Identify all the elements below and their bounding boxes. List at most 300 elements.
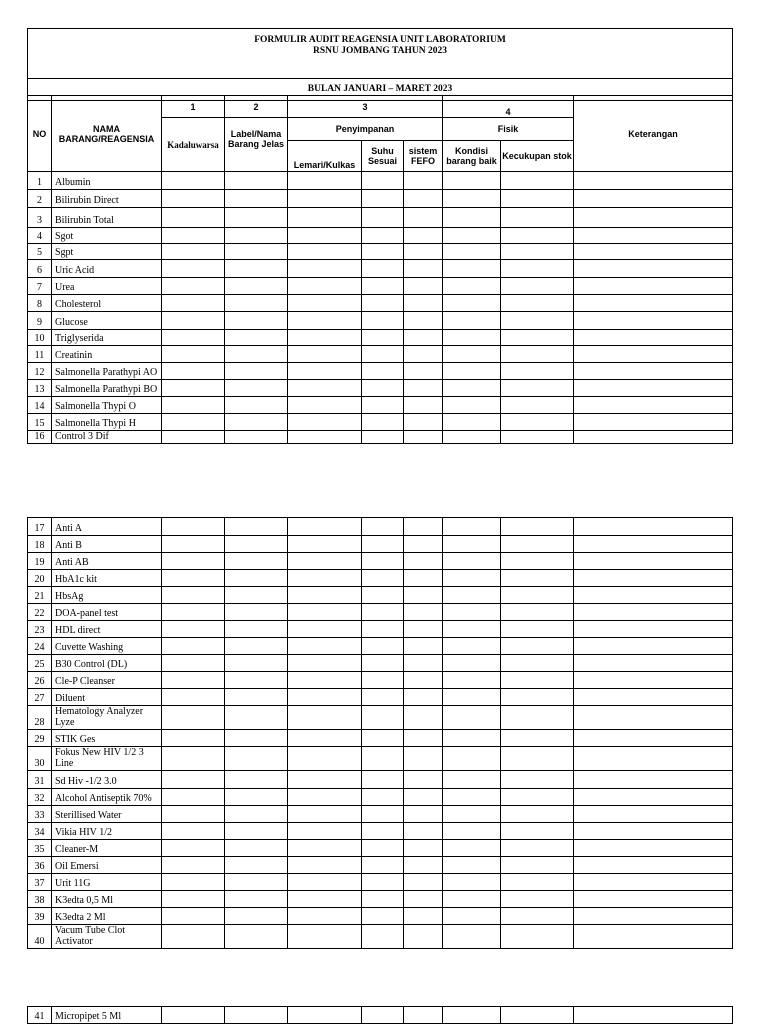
cell-kondisi[interactable] [443,874,501,891]
cell-lemari[interactable] [288,730,362,747]
cell-kondisi[interactable] [443,789,501,806]
cell-lemari[interactable] [288,857,362,874]
cell-kadaluwarsa[interactable] [162,397,225,414]
cell-suhu[interactable] [362,689,404,706]
cell-suhu[interactable] [362,706,404,730]
cell-lemari[interactable] [288,621,362,638]
cell-fefo[interactable] [404,431,443,444]
cell-suhu[interactable] [362,587,404,604]
cell-kondisi[interactable] [443,604,501,621]
cell-kecukupan[interactable] [501,172,574,190]
cell-label[interactable] [225,363,288,380]
cell-lemari[interactable] [288,363,362,380]
cell-label[interactable] [225,771,288,789]
cell-fefo[interactable] [404,857,443,874]
cell-kadaluwarsa[interactable] [162,908,225,925]
cell-label[interactable] [225,789,288,806]
cell-fefo[interactable] [404,874,443,891]
cell-kadaluwarsa[interactable] [162,655,225,672]
cell-keterangan[interactable] [574,908,733,925]
cell-kondisi[interactable] [443,346,501,363]
cell-label[interactable] [225,172,288,190]
cell-kadaluwarsa[interactable] [162,228,225,244]
cell-keterangan[interactable] [574,397,733,414]
cell-suhu[interactable] [362,414,404,431]
cell-fefo[interactable] [404,747,443,771]
cell-kecukupan[interactable] [501,518,574,536]
cell-lemari[interactable] [288,414,362,431]
cell-keterangan[interactable] [574,295,733,312]
cell-fefo[interactable] [404,312,443,330]
cell-kadaluwarsa[interactable] [162,621,225,638]
cell-label[interactable] [225,244,288,260]
cell-kadaluwarsa[interactable] [162,363,225,380]
cell-kondisi[interactable] [443,672,501,689]
cell-kadaluwarsa[interactable] [162,771,225,789]
cell-kondisi[interactable] [443,689,501,706]
cell-lemari[interactable] [288,638,362,655]
cell-label[interactable] [225,190,288,208]
cell-keterangan[interactable] [574,587,733,604]
cell-keterangan[interactable] [574,638,733,655]
cell-fefo[interactable] [404,190,443,208]
cell-suhu[interactable] [362,553,404,570]
cell-kadaluwarsa[interactable] [162,730,225,747]
cell-suhu[interactable] [362,260,404,278]
cell-kecukupan[interactable] [501,771,574,789]
cell-keterangan[interactable] [574,672,733,689]
cell-label[interactable] [225,621,288,638]
cell-fefo[interactable] [404,789,443,806]
cell-kecukupan[interactable] [501,621,574,638]
cell-suhu[interactable] [362,621,404,638]
cell-suhu[interactable] [362,823,404,840]
cell-label[interactable] [225,672,288,689]
cell-label[interactable] [225,536,288,553]
cell-suhu[interactable] [362,295,404,312]
cell-kecukupan[interactable] [501,312,574,330]
cell-fefo[interactable] [404,414,443,431]
cell-kadaluwarsa[interactable] [162,553,225,570]
cell-keterangan[interactable] [574,874,733,891]
cell-kondisi[interactable] [443,397,501,414]
cell-kondisi[interactable] [443,706,501,730]
cell-keterangan[interactable] [574,431,733,444]
cell-kecukupan[interactable] [501,823,574,840]
cell-lemari[interactable] [288,771,362,789]
cell-label[interactable] [225,553,288,570]
cell-kondisi[interactable] [443,414,501,431]
cell-keterangan[interactable] [574,190,733,208]
cell-fefo[interactable] [404,706,443,730]
cell-fefo[interactable] [404,689,443,706]
cell-kondisi[interactable] [443,295,501,312]
cell-fefo[interactable] [404,587,443,604]
cell-kondisi[interactable] [443,655,501,672]
cell-fefo[interactable] [404,228,443,244]
cell-kadaluwarsa[interactable] [162,518,225,536]
cell-kecukupan[interactable] [501,397,574,414]
cell-suhu[interactable] [362,190,404,208]
cell-kadaluwarsa[interactable] [162,747,225,771]
cell-suhu[interactable] [362,228,404,244]
cell-keterangan[interactable] [574,771,733,789]
cell-keterangan[interactable] [574,806,733,823]
cell-lemari[interactable] [288,874,362,891]
cell-lemari[interactable] [288,172,362,190]
cell-lemari[interactable] [288,672,362,689]
cell-kadaluwarsa[interactable] [162,295,225,312]
cell-kondisi[interactable] [443,587,501,604]
cell-suhu[interactable] [362,874,404,891]
cell-keterangan[interactable] [574,655,733,672]
cell-kadaluwarsa[interactable] [162,891,225,908]
cell-label[interactable] [225,638,288,655]
cell-kondisi[interactable] [443,330,501,346]
cell-suhu[interactable] [362,346,404,363]
cell-keterangan[interactable] [574,414,733,431]
cell-kadaluwarsa[interactable] [162,380,225,397]
cell-keterangan[interactable] [574,380,733,397]
cell-fefo[interactable] [404,1007,443,1024]
cell-fefo[interactable] [404,891,443,908]
cell-kadaluwarsa[interactable] [162,925,225,949]
cell-label[interactable] [225,397,288,414]
cell-suhu[interactable] [362,771,404,789]
cell-kecukupan[interactable] [501,363,574,380]
cell-kecukupan[interactable] [501,706,574,730]
cell-lemari[interactable] [288,553,362,570]
cell-suhu[interactable] [362,891,404,908]
cell-fefo[interactable] [404,208,443,228]
cell-kondisi[interactable] [443,823,501,840]
cell-kecukupan[interactable] [501,638,574,655]
cell-lemari[interactable] [288,244,362,260]
cell-fefo[interactable] [404,570,443,587]
cell-label[interactable] [225,312,288,330]
cell-kecukupan[interactable] [501,1007,574,1024]
cell-lemari[interactable] [288,706,362,730]
cell-label[interactable] [225,228,288,244]
cell-kadaluwarsa[interactable] [162,312,225,330]
cell-keterangan[interactable] [574,789,733,806]
cell-kecukupan[interactable] [501,789,574,806]
cell-fefo[interactable] [404,330,443,346]
cell-kondisi[interactable] [443,518,501,536]
cell-suhu[interactable] [362,840,404,857]
cell-kecukupan[interactable] [501,604,574,621]
cell-fefo[interactable] [404,840,443,857]
cell-keterangan[interactable] [574,604,733,621]
cell-kecukupan[interactable] [501,208,574,228]
cell-suhu[interactable] [362,518,404,536]
cell-kondisi[interactable] [443,190,501,208]
cell-suhu[interactable] [362,655,404,672]
cell-suhu[interactable] [362,604,404,621]
cell-kecukupan[interactable] [501,260,574,278]
cell-kecukupan[interactable] [501,244,574,260]
cell-keterangan[interactable] [574,689,733,706]
cell-kondisi[interactable] [443,771,501,789]
cell-kecukupan[interactable] [501,908,574,925]
cell-lemari[interactable] [288,655,362,672]
cell-lemari[interactable] [288,891,362,908]
cell-lemari[interactable] [288,925,362,949]
cell-kecukupan[interactable] [501,672,574,689]
cell-fefo[interactable] [404,604,443,621]
cell-fefo[interactable] [404,346,443,363]
cell-keterangan[interactable] [574,553,733,570]
cell-keterangan[interactable] [574,330,733,346]
cell-kecukupan[interactable] [501,925,574,949]
cell-suhu[interactable] [362,244,404,260]
cell-kecukupan[interactable] [501,857,574,874]
cell-keterangan[interactable] [574,570,733,587]
cell-label[interactable] [225,730,288,747]
cell-kondisi[interactable] [443,172,501,190]
cell-kondisi[interactable] [443,908,501,925]
cell-lemari[interactable] [288,1007,362,1024]
cell-kecukupan[interactable] [501,228,574,244]
cell-kondisi[interactable] [443,208,501,228]
cell-kadaluwarsa[interactable] [162,1007,225,1024]
cell-kondisi[interactable] [443,380,501,397]
cell-kadaluwarsa[interactable] [162,330,225,346]
cell-kondisi[interactable] [443,925,501,949]
cell-label[interactable] [225,823,288,840]
cell-kecukupan[interactable] [501,380,574,397]
cell-kecukupan[interactable] [501,806,574,823]
cell-kadaluwarsa[interactable] [162,874,225,891]
cell-keterangan[interactable] [574,730,733,747]
cell-fefo[interactable] [404,823,443,840]
cell-lemari[interactable] [288,570,362,587]
cell-kecukupan[interactable] [501,747,574,771]
cell-fefo[interactable] [404,553,443,570]
cell-label[interactable] [225,330,288,346]
cell-suhu[interactable] [362,672,404,689]
cell-kondisi[interactable] [443,312,501,330]
cell-keterangan[interactable] [574,857,733,874]
cell-label[interactable] [225,840,288,857]
cell-lemari[interactable] [288,536,362,553]
cell-suhu[interactable] [362,908,404,925]
cell-keterangan[interactable] [574,278,733,295]
cell-label[interactable] [225,689,288,706]
cell-kecukupan[interactable] [501,874,574,891]
cell-kondisi[interactable] [443,363,501,380]
cell-fefo[interactable] [404,806,443,823]
cell-fefo[interactable] [404,172,443,190]
cell-label[interactable] [225,295,288,312]
cell-fefo[interactable] [404,730,443,747]
cell-keterangan[interactable] [574,1007,733,1024]
cell-fefo[interactable] [404,244,443,260]
cell-keterangan[interactable] [574,925,733,949]
cell-lemari[interactable] [288,431,362,444]
cell-suhu[interactable] [362,330,404,346]
cell-fefo[interactable] [404,397,443,414]
cell-lemari[interactable] [288,295,362,312]
cell-suhu[interactable] [362,570,404,587]
cell-fefo[interactable] [404,925,443,949]
cell-kadaluwarsa[interactable] [162,840,225,857]
cell-lemari[interactable] [288,228,362,244]
cell-suhu[interactable] [362,857,404,874]
cell-kecukupan[interactable] [501,891,574,908]
cell-lemari[interactable] [288,397,362,414]
cell-suhu[interactable] [362,747,404,771]
cell-kecukupan[interactable] [501,655,574,672]
cell-fefo[interactable] [404,295,443,312]
cell-kondisi[interactable] [443,244,501,260]
cell-keterangan[interactable] [574,891,733,908]
cell-kadaluwarsa[interactable] [162,857,225,874]
cell-kadaluwarsa[interactable] [162,672,225,689]
cell-lemari[interactable] [288,312,362,330]
cell-lemari[interactable] [288,789,362,806]
cell-kadaluwarsa[interactable] [162,260,225,278]
cell-fefo[interactable] [404,278,443,295]
cell-kecukupan[interactable] [501,295,574,312]
cell-kondisi[interactable] [443,260,501,278]
cell-kadaluwarsa[interactable] [162,587,225,604]
cell-label[interactable] [225,706,288,730]
cell-kadaluwarsa[interactable] [162,208,225,228]
cell-fefo[interactable] [404,363,443,380]
cell-fefo[interactable] [404,908,443,925]
cell-label[interactable] [225,908,288,925]
cell-fefo[interactable] [404,638,443,655]
cell-suhu[interactable] [362,172,404,190]
cell-fefo[interactable] [404,380,443,397]
cell-label[interactable] [225,1007,288,1024]
cell-kadaluwarsa[interactable] [162,823,225,840]
cell-keterangan[interactable] [574,363,733,380]
cell-lemari[interactable] [288,587,362,604]
cell-kadaluwarsa[interactable] [162,244,225,260]
cell-lemari[interactable] [288,823,362,840]
cell-lemari[interactable] [288,190,362,208]
cell-kondisi[interactable] [443,891,501,908]
cell-label[interactable] [225,380,288,397]
cell-kondisi[interactable] [443,536,501,553]
cell-kadaluwarsa[interactable] [162,806,225,823]
cell-label[interactable] [225,857,288,874]
cell-lemari[interactable] [288,518,362,536]
cell-kondisi[interactable] [443,747,501,771]
cell-keterangan[interactable] [574,518,733,536]
cell-kecukupan[interactable] [501,570,574,587]
cell-suhu[interactable] [362,380,404,397]
cell-kadaluwarsa[interactable] [162,789,225,806]
cell-kondisi[interactable] [443,278,501,295]
cell-label[interactable] [225,431,288,444]
cell-label[interactable] [225,806,288,823]
cell-keterangan[interactable] [574,346,733,363]
cell-kadaluwarsa[interactable] [162,706,225,730]
cell-label[interactable] [225,278,288,295]
cell-kadaluwarsa[interactable] [162,431,225,444]
cell-keterangan[interactable] [574,536,733,553]
cell-label[interactable] [225,570,288,587]
cell-suhu[interactable] [362,278,404,295]
cell-kadaluwarsa[interactable] [162,346,225,363]
cell-suhu[interactable] [362,638,404,655]
cell-suhu[interactable] [362,363,404,380]
cell-kondisi[interactable] [443,228,501,244]
cell-suhu[interactable] [362,536,404,553]
cell-kecukupan[interactable] [501,190,574,208]
cell-suhu[interactable] [362,431,404,444]
cell-label[interactable] [225,260,288,278]
cell-lemari[interactable] [288,260,362,278]
cell-label[interactable] [225,874,288,891]
cell-suhu[interactable] [362,730,404,747]
cell-lemari[interactable] [288,278,362,295]
cell-fefo[interactable] [404,621,443,638]
cell-kecukupan[interactable] [501,587,574,604]
cell-keterangan[interactable] [574,208,733,228]
cell-kadaluwarsa[interactable] [162,414,225,431]
cell-lemari[interactable] [288,604,362,621]
cell-kadaluwarsa[interactable] [162,190,225,208]
cell-fefo[interactable] [404,260,443,278]
cell-kondisi[interactable] [443,638,501,655]
cell-suhu[interactable] [362,312,404,330]
cell-kondisi[interactable] [443,730,501,747]
cell-kondisi[interactable] [443,553,501,570]
cell-kadaluwarsa[interactable] [162,689,225,706]
cell-kadaluwarsa[interactable] [162,604,225,621]
cell-kecukupan[interactable] [501,431,574,444]
cell-label[interactable] [225,414,288,431]
cell-label[interactable] [225,891,288,908]
cell-kondisi[interactable] [443,806,501,823]
cell-lemari[interactable] [288,840,362,857]
cell-keterangan[interactable] [574,706,733,730]
cell-keterangan[interactable] [574,840,733,857]
cell-kadaluwarsa[interactable] [162,570,225,587]
cell-fefo[interactable] [404,655,443,672]
cell-kecukupan[interactable] [501,330,574,346]
cell-kecukupan[interactable] [501,346,574,363]
cell-keterangan[interactable] [574,621,733,638]
cell-kondisi[interactable] [443,1007,501,1024]
cell-kondisi[interactable] [443,431,501,444]
cell-kecukupan[interactable] [501,414,574,431]
cell-keterangan[interactable] [574,260,733,278]
cell-keterangan[interactable] [574,228,733,244]
cell-kecukupan[interactable] [501,553,574,570]
cell-suhu[interactable] [362,208,404,228]
cell-kadaluwarsa[interactable] [162,536,225,553]
cell-keterangan[interactable] [574,747,733,771]
cell-keterangan[interactable] [574,823,733,840]
cell-kecukupan[interactable] [501,730,574,747]
cell-suhu[interactable] [362,789,404,806]
cell-suhu[interactable] [362,397,404,414]
cell-fefo[interactable] [404,672,443,689]
cell-kondisi[interactable] [443,840,501,857]
cell-kadaluwarsa[interactable] [162,278,225,295]
cell-keterangan[interactable] [574,244,733,260]
cell-fefo[interactable] [404,518,443,536]
cell-lemari[interactable] [288,908,362,925]
cell-label[interactable] [225,208,288,228]
cell-lemari[interactable] [288,208,362,228]
cell-lemari[interactable] [288,747,362,771]
